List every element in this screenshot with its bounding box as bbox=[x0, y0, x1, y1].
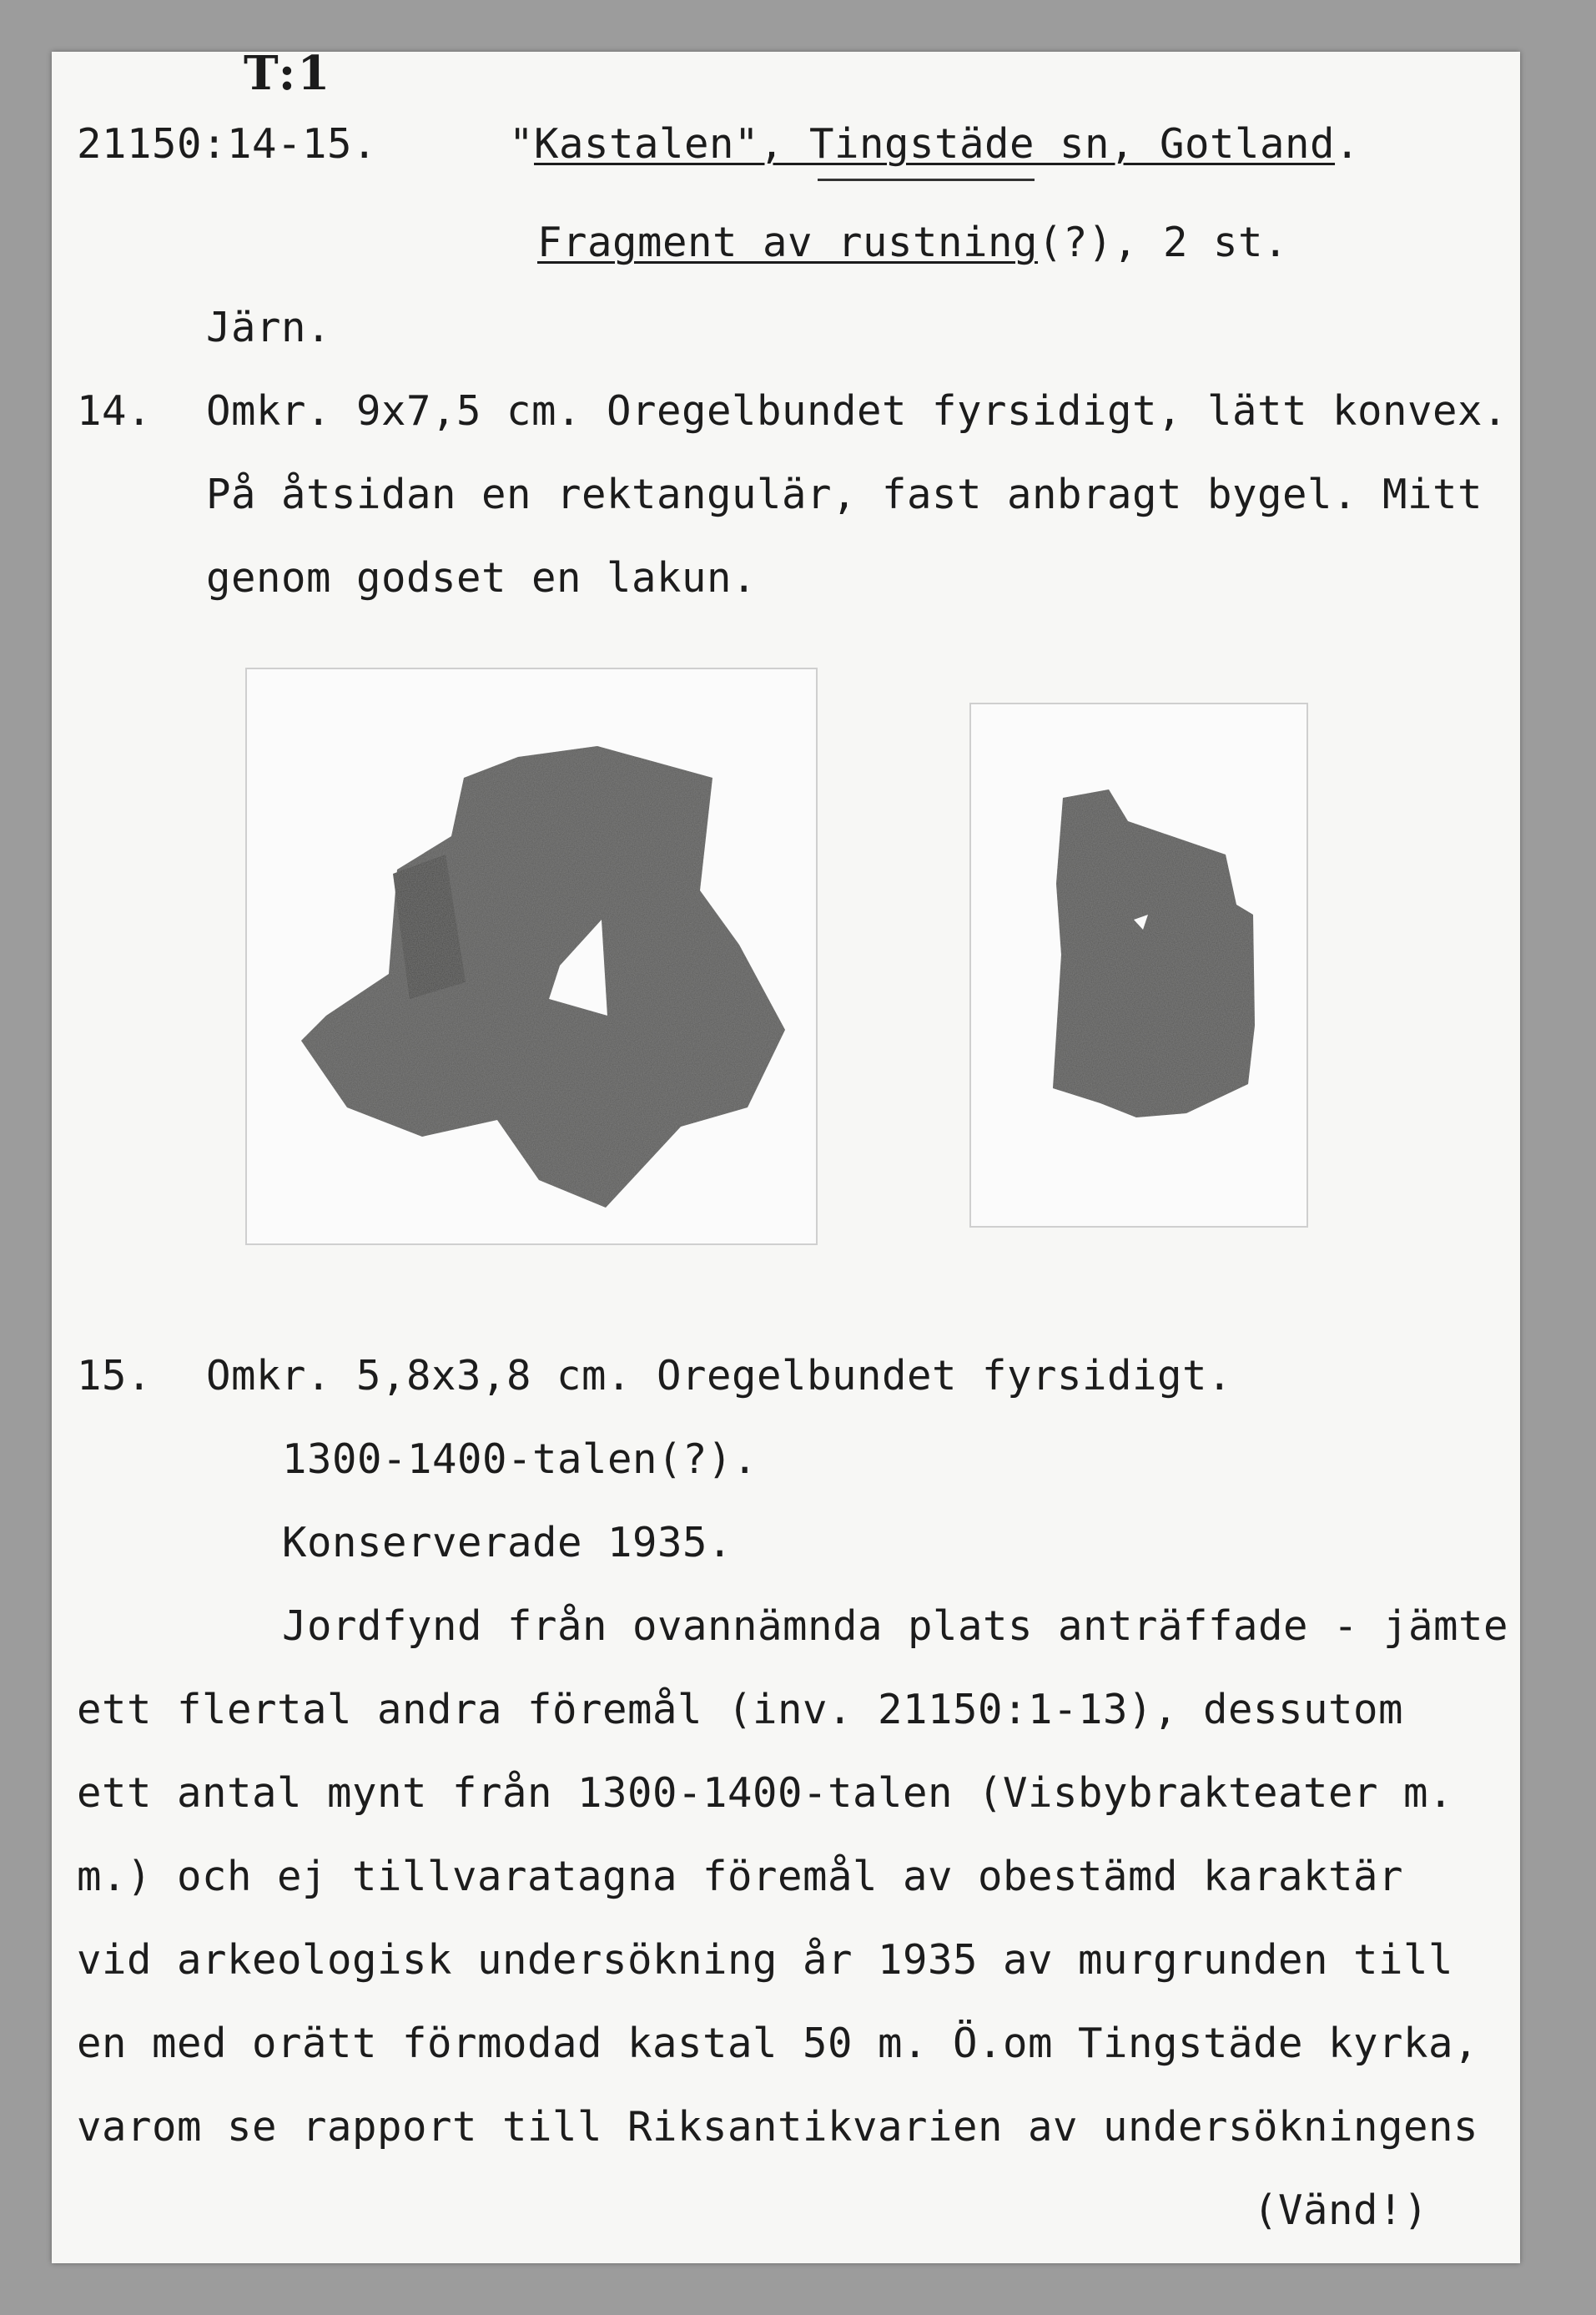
fragment-14-shape bbox=[301, 746, 785, 1208]
fragment-15-shape bbox=[1053, 789, 1255, 1117]
find-text-line: ett antal mynt från 1300-1400-talen (Visbybrakteater m. bbox=[77, 1769, 1454, 1817]
object-name: Fragment av rustning bbox=[537, 219, 1039, 266]
fragment-15-photo bbox=[969, 703, 1308, 1228]
site-name: Kastalen", Tingstäde sn, Gotland bbox=[534, 120, 1336, 168]
fragment-14-image bbox=[247, 669, 816, 1243]
find-text-line: en med orätt förmodad kastal 50 m. Ö.om Tingstäde kyrka, bbox=[77, 2020, 1479, 2067]
site-period: . bbox=[1335, 120, 1361, 168]
find-text-line: ett flertal andra föremål (inv. 21150:1-13), dessutom bbox=[77, 1686, 1404, 1733]
item-15-number: 15. bbox=[77, 1352, 153, 1400]
dating: 1300-1400-talen(?). bbox=[282, 1435, 758, 1483]
site-quote: " bbox=[509, 120, 535, 168]
item-14-line: Omkr. 9x7,5 cm. Oregelbundet fyrsidigt, lätt konvex. bbox=[206, 387, 1508, 435]
site-heading bbox=[509, 120, 1361, 168]
find-text-line: vid arkeologisk undersökning år 1935 av murgrunden till bbox=[77, 1936, 1454, 1984]
item-14-line: På åtsidan en rektangulär, fast anbragt bygel. Mitt bbox=[206, 471, 1483, 518]
stamp-mark: T:1 bbox=[244, 46, 332, 101]
material: Järn. bbox=[206, 304, 332, 351]
conservation-note: Konserverade 1935. bbox=[282, 1519, 733, 1566]
inventory-number: 21150:14-15. bbox=[77, 120, 378, 168]
item-14-line: genom godset en lakun. bbox=[206, 554, 758, 602]
heading-underline bbox=[818, 179, 1035, 181]
find-text-line: Jordfynd från ovannämnda plats anträffade - jämte bbox=[282, 1602, 1509, 1650]
fragment-15-image bbox=[971, 704, 1307, 1226]
turn-over-note: (Vänd!) bbox=[1253, 2186, 1429, 2234]
item-15-line: Omkr. 5,8x3,8 cm. Oregelbundet fyrsidigt. bbox=[206, 1352, 1233, 1400]
object-title bbox=[537, 219, 1289, 266]
catalog-card bbox=[52, 46, 1520, 2263]
item-14-number: 14. bbox=[77, 387, 153, 435]
object-count: (?), 2 st. bbox=[1038, 219, 1289, 266]
fragment-14-photo bbox=[245, 668, 818, 1245]
find-text-line: varom se rapport till Riksantikvarien av undersökningens bbox=[77, 2103, 1479, 2151]
find-text-line: m.) och ej tillvaratagna föremål av obestämd karaktär bbox=[77, 1853, 1404, 1900]
